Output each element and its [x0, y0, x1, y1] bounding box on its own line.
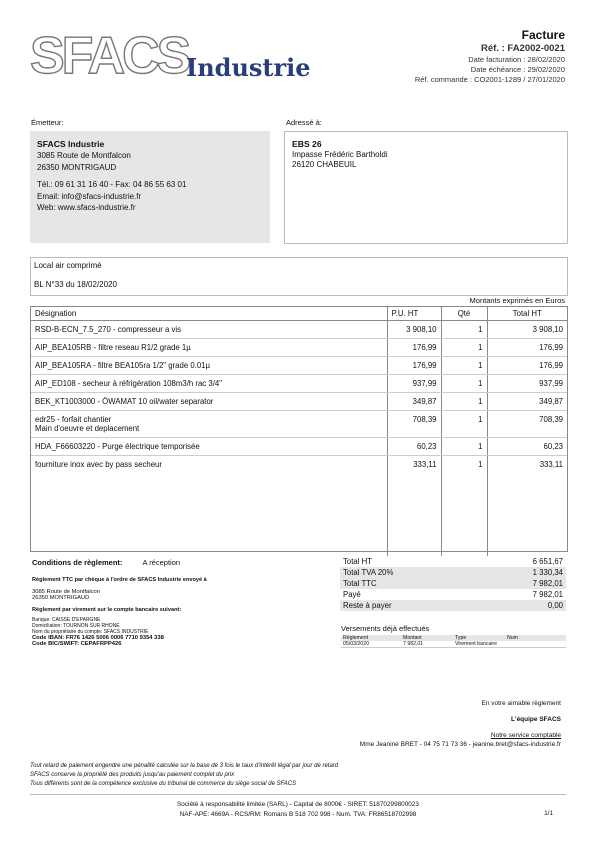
item-total: 333,11 [487, 456, 567, 557]
item-qty: 1 [441, 321, 487, 339]
item-designation: AIP_BEA105RA - filtre BEA105ra 1/2" grade 0.01µ [31, 357, 387, 375]
total-row: Reste à payer 0,00 [340, 600, 566, 611]
item-pu: 937,99 [387, 375, 441, 393]
item-total: 937,99 [487, 375, 567, 393]
invoice-title: Facture [521, 28, 565, 42]
cheque-line: 3085 Route de Montfalcon [32, 589, 101, 595]
table-row [31, 339, 567, 357]
item-qty: 1 [441, 393, 487, 411]
col-pu: P.U. HT [387, 307, 441, 321]
date-echeance: Date échéance : 29/02/2020 [470, 64, 565, 74]
totals-table [340, 556, 566, 611]
item-designation-detail: Main d'oeuvre et deplacement [35, 424, 140, 433]
emetteur-name: SFACS Industrie [37, 139, 105, 149]
conditions-value: A réception [142, 558, 181, 567]
emetteur-web[interactable]: Web: www.sfacs-industrie.fr [37, 203, 136, 213]
col-qty: Qté [441, 307, 487, 321]
versements-header: Règlement Montant Type Num [341, 635, 566, 641]
item-pu: 176,99 [387, 339, 441, 357]
table-row [31, 375, 567, 393]
table-row [31, 393, 567, 411]
total-row: Total HT 6 651,67 [343, 557, 563, 566]
destinataire-box [284, 131, 568, 244]
footer-line: Société à responsabilité limitée (SARL) - Capital de 8000€ - SIRET: 51870299800023 [177, 801, 419, 808]
company-logo: SFACS [30, 27, 189, 85]
conditions-label: Conditions de règlement: [32, 558, 123, 567]
item-total: 176,99 [487, 339, 567, 357]
item-pu: 333,11 [387, 456, 441, 557]
table-row [31, 321, 567, 339]
cheque-line: 26350 MONTRIGAUD [32, 595, 90, 601]
item-total: 349,87 [487, 393, 567, 411]
versements-title: Versements déjà effectués [341, 624, 430, 633]
legal-line: Tout retard de paiement engendre une pénalité calculée sur la base de 3 fois le taux d'intérêt légal par jour de retard [30, 763, 339, 769]
emetteur-phone: Tél.: 09 61 31 16 40 - Fax: 04 86 55 63 01 [37, 180, 187, 190]
item-qty: 1 [441, 357, 487, 375]
item-designation: fourniture inox avec by pass secheur [35, 460, 162, 469]
virement-line: Nom du propriétaire du compte: SFACS INDUSTRIE [32, 629, 149, 635]
table-row [31, 411, 567, 438]
invoice-ref: Réf. : FA2002-0021 [481, 43, 565, 54]
legal-notes [30, 762, 338, 789]
item-designation: HDA_F66603220 - Purge électrique temporisée [31, 438, 387, 456]
note-line: BL N°33 du 18/02/2020 [34, 279, 117, 289]
item-qty: 1 [441, 339, 487, 357]
destinataire-name: EBS 26 [292, 139, 322, 149]
item-pu: 349,87 [387, 393, 441, 411]
versement-row: 05/03/2020 7 982,01 Virement bancaire [341, 641, 566, 648]
item-pu: 60,23 [387, 438, 441, 456]
ref-commande: Réf. commande : CO2001-1289 / 27/01/2020 [414, 75, 565, 84]
payment-conditions [32, 558, 332, 647]
item-pu: 3 908,10 [387, 321, 441, 339]
versements-table [341, 635, 566, 648]
table-row [31, 357, 567, 375]
item-designation: BEK_KT1003000 - ÖWAMAT 10 oil/water separator [31, 393, 387, 411]
emetteur-email[interactable]: Email: info@sfacs-industrie.fr [37, 191, 142, 201]
virement-line: Banque: CAISSE D'EPARGNE [32, 617, 101, 623]
page-number: 1/1 [544, 810, 553, 817]
team: L'équipe SFACS [511, 716, 561, 723]
emetteur-line: 26350 MONTRIGAUD [37, 162, 117, 172]
total-row: Total TVA 20% 1 330,34 [340, 567, 566, 578]
item-pu: 176,99 [387, 357, 441, 375]
item-qty: 1 [441, 438, 487, 456]
item-designation: AIP_ED108 - secheur à réfrigération 108m3/h rac 3/4" [31, 375, 387, 393]
invoice-header [305, 28, 565, 85]
item-total: 708,39 [487, 411, 567, 438]
destinataire-line: 26120 CHABEUIL [292, 160, 357, 170]
emetteur-label: Émetteur: [31, 118, 64, 127]
virement-title: Règlement par virement sur le compte bancaire suivant: [32, 607, 182, 613]
footer-divider [30, 794, 566, 795]
iban: Code IBAN: FR76 1426 5006 0006 7710 9354 338 [32, 635, 164, 641]
cheque-title: Règlement TTC par chèque à l'ordre de SFACS Industrie envoyé à [32, 577, 207, 583]
item-designation: RSD-B-ECN_7.5_270 - compresseur a vis [31, 321, 387, 339]
signature-block [261, 700, 561, 748]
legal-line: Tous différents sont de la compétence exclusive du tribunal de commerce du siège social de SFACS [30, 781, 297, 787]
note-box [30, 257, 568, 296]
table-row [31, 438, 567, 456]
emetteur-box [30, 131, 270, 243]
virement-line: Domiciliation: TOURNON SUR RHONE [32, 623, 120, 629]
contact: Mme Jeanine BRET - 04 75 71 73 36 - jeanine.bret@sfacs-industrie.fr [359, 741, 561, 748]
table-row [31, 456, 567, 557]
service: Notre service comptable [490, 732, 561, 739]
total-row: Payé 7 982,01 [343, 590, 563, 599]
destinataire-label: Adressé à: [286, 118, 322, 127]
item-pu: 708,39 [387, 411, 441, 438]
col-total: Total HT [487, 307, 567, 321]
item-qty: 1 [441, 456, 487, 557]
item-total: 176,99 [487, 357, 567, 375]
footer-line: NAF-APE: 4669A - RCS/RM: Romans B 518 702 998 - Num. TVA: FR86518702998 [179, 810, 417, 818]
col-designation: Désignation [31, 307, 387, 321]
item-designation: AIP_BEA105RB - filtre reseau R1/2 grade 1µ [31, 339, 387, 357]
item-qty: 1 [441, 375, 487, 393]
item-total: 60,23 [487, 438, 567, 456]
bic: Code BIC/SWIFT: CEPAFRPP426 [32, 641, 122, 647]
items-table-box [30, 306, 568, 552]
items-table [31, 307, 567, 556]
date-facturation: Date facturation : 28/02/2020 [468, 55, 565, 64]
legal-line: SFACS conserve la propriété des produits jusqu'au paiement complet du prix [30, 772, 235, 778]
company-logo-suffix: Industrie [186, 53, 311, 82]
destinataire-line: Impasse Frédéric Bartholdi [292, 149, 388, 159]
note-line: Local air comprimé [34, 261, 102, 270]
item-qty: 1 [441, 411, 487, 438]
footer [30, 800, 566, 819]
total-row: Total TTC 7 982,01 [340, 578, 566, 589]
currency-note: Montants exprimés en Euros [469, 296, 565, 305]
greeting: En votre aimable règlement [481, 700, 561, 707]
item-total: 3 908,10 [487, 321, 567, 339]
item-designation: edr25 - forfait chantier Main d'oeuvre et deplacement [31, 411, 387, 438]
emetteur-line: 3085 Route de Montfalcon [37, 151, 131, 161]
